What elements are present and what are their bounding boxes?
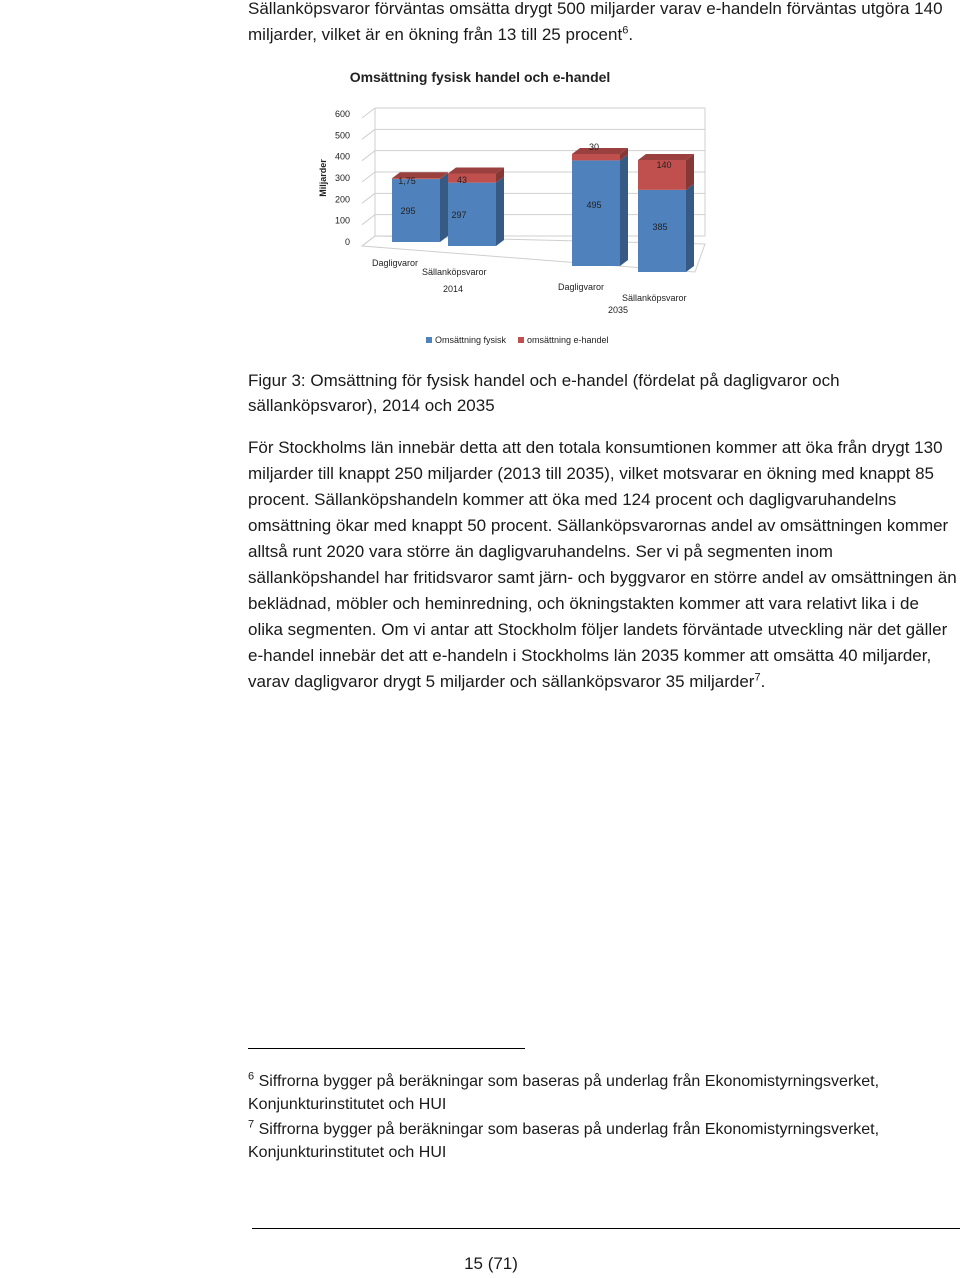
footnote-text: Siffrorna bygger på beräkningar som baseras på underlag från Ekonomistyrningsverket,: [258, 1121, 880, 1138]
footnote-number: 7: [248, 1118, 255, 1131]
footnote-text-cont: Konjunkturinstitutet och HUI: [248, 1144, 447, 1161]
caption-line-2: sällanköpsvaror), 2014 och 2035: [248, 396, 495, 415]
y-tick-label: 100: [334, 215, 350, 226]
legend-label: Omsättning fysisk: [435, 335, 507, 345]
y-tick-label: 200: [334, 194, 350, 205]
footnote-text: Siffrorna bygger på beräkningar som baseras på underlag från Ekonomistyrningsverket,: [258, 1073, 880, 1090]
bar-top: [572, 148, 628, 154]
data-label: 385: [652, 222, 668, 232]
data-label: 297: [451, 210, 467, 220]
y-tick-label: 600: [334, 109, 350, 119]
bar-segment: [392, 179, 440, 242]
page-footer-divider: [252, 1228, 960, 1229]
category-label: Sällanköpsvaror: [622, 293, 687, 303]
body-paragraph: [248, 435, 958, 695]
gridline-side: [362, 172, 375, 182]
legend-swatch: [518, 337, 524, 343]
chart-svg: [300, 60, 720, 360]
intro-text: Sällanköpsvaror förväntas omsätta drygt 500 miljarder varav e-handeln förväntas utgöra 140 miljarder, vilket är en ökning från 13 till 25 procent: [248, 0, 943, 44]
data-label: 495: [586, 200, 602, 210]
bar-segment: [572, 160, 620, 266]
body-text: För Stockholms län innebär detta att den totala konsumtionen kommer att öka från drygt 130 miljarder till knappt 250 miljarder (2013 till 2035), vilket motsvarar en ökning med knappt 85 procent. Sällanköpshandeln kommer att öka med 124 procent och dagligvaruhandelns omsättning ökar med knappt 50 procent. Sällanköpsvarornas andel av omsättningen kommer alltså runt 2020 vara större än dagligvaruhandelns. Ser vi på segmenten inom sällanköpshandel har fritidsvaror samt järn- och byggvaror en större andel av omsättningen än beklädnad, möbler och heminredning, och ökningstakten kommer att vara relativt lika i de olika segmenten. Om vi antar att Stockholm följer landets förväntade utveckling när det gäller e-handel innebär det att e-handeln i Stockholms län 2035 kommer att omsätta 40 miljarder, varav dagligvaror drygt 5 miljarder och sällanköpsvaror 35 miljarder: [248, 438, 957, 691]
category-label: Dagligvaror: [558, 282, 605, 292]
legend-swatch: [426, 337, 432, 343]
footnote-ref-6[interactable]: 6: [622, 24, 629, 37]
footnote-6: [248, 1070, 958, 1116]
gridline-side: [362, 151, 375, 161]
footnote-number: 6: [248, 1070, 255, 1083]
bar-side: [440, 173, 448, 242]
caption-line-1: Figur 3: Omsättning för fysisk handel och e-handel (fördelat på dagligvaror och: [248, 371, 840, 390]
bar-top: [448, 167, 504, 173]
gridline-side: [362, 193, 375, 203]
y-tick-label: 500: [334, 130, 350, 141]
figure-caption: [248, 368, 958, 418]
intro-paragraph: [248, 0, 958, 48]
y-tick-label: 0: [344, 237, 350, 247]
y-tick-label: 400: [334, 151, 350, 162]
y-tick-label: 300: [334, 173, 350, 183]
chart-ylabel: Miljarder: [318, 159, 328, 197]
footnote-7: [248, 1118, 958, 1164]
gridline-side: [362, 108, 375, 118]
group-label: 2035: [607, 305, 629, 315]
data-label: 140: [656, 160, 672, 170]
intro-end: .: [628, 25, 634, 44]
body-end: .: [760, 672, 766, 691]
group-label: 2014: [442, 284, 464, 294]
bar-segment: [572, 154, 620, 160]
page-number: 15 (71): [464, 1254, 518, 1273]
bar-segment: [448, 173, 496, 182]
bar-side: [496, 177, 504, 246]
data-label: 1,75: [398, 176, 416, 186]
bar-side: [686, 184, 694, 272]
revenue-chart: [300, 60, 720, 360]
category-label: Dagligvaror: [372, 258, 419, 268]
chart-title: Omsättning fysisk handel och e-handel: [349, 69, 611, 85]
legend-label: omsättning e-handel: [527, 335, 609, 345]
category-label: Sällanköpsvaror: [422, 267, 487, 277]
gridline-side: [362, 129, 375, 139]
footnote-divider: [248, 1048, 525, 1049]
bar-side: [686, 154, 694, 190]
bar-side: [620, 154, 628, 266]
footnote-text-cont: Konjunkturinstitutet och HUI: [248, 1096, 447, 1113]
footnote-ref-7[interactable]: 7: [754, 671, 761, 684]
data-label: 295: [400, 206, 416, 216]
data-label: 30: [588, 142, 600, 152]
data-label: 43: [456, 175, 468, 185]
gridline-side: [362, 215, 375, 225]
